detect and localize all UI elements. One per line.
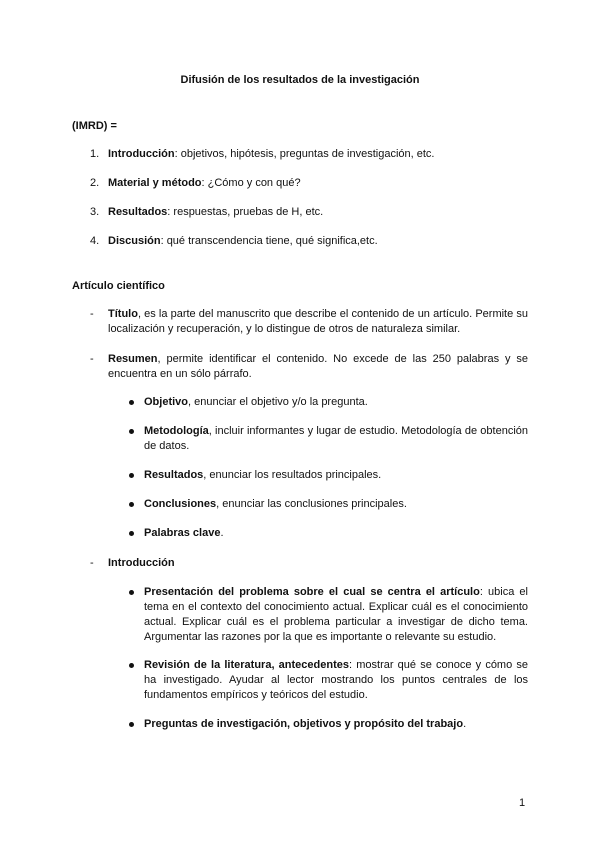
bullet-icon [129,502,134,507]
dash-marker: - [90,353,94,365]
dash-marker: - [90,557,94,569]
introduccion-bullet: Preguntas de investigación, objetivos y propósito del trabajo. [144,718,467,730]
imrd-item-number: 2. [90,177,100,189]
bullet-icon [129,531,134,536]
section-heading: Artículo científico [72,280,165,292]
imrd-item: Resultados: respuestas, pruebas de H, etc. [108,206,324,218]
introduccion-heading: Introducción [108,557,175,569]
imrd-item: Discusión: qué transcendencia tiene, qué significa,etc. [108,235,378,247]
resumen-bullet: Objetivo, enunciar el objetivo y/o la pregunta. [144,396,368,408]
resumen-bullet: Palabras clave. [144,527,224,539]
imrd-item-number: 1. [90,148,100,160]
introduccion-bullet: Presentación del problema sobre el cual se centra el artículo: ubica el tema en el contexto del conocimiento actual. Explicar cuál es el conocimiento actual. Explicar cuál es el problema particular a investigar de dicho tema. Argumentar las razones por la que es importante o relevante su estudio. [144,586,528,643]
bullet-icon [129,473,134,478]
resumen-bullet: Conclusiones, enunciar las conclusiones principales. [144,498,407,510]
dash-marker: - [90,308,94,320]
bullet-icon [129,429,134,434]
bullet-icon [129,722,134,727]
imrd-item-number: 4. [90,235,100,247]
resumen-bullet: Metodología, incluir informantes y lugar de estudio. Metodología de obtención de datos. [144,425,528,452]
introduccion-bullet: Revisión de la literatura, antecedentes: mostrar qué se conoce y cómo se ha investigado. Ayudar al lector mostrando los puntos centrales de los fundamentos empíricos y teóricos del estudio. [144,659,529,701]
bullet-icon [129,590,134,595]
resumen-paragraph: Resumen, permite identificar el contenido. No excede de las 250 palabras y se encuentra en un sólo párrafo. [108,353,528,380]
document-title: Difusión de los resultados de la investigación [180,74,420,86]
imrd-item: Material y método: ¿Cómo y con qué? [108,177,301,189]
titulo-paragraph: Título, es la parte del manuscrito que describe el contenido de un artículo. Permite su localización y recuperación, y lo distingue de otros de naturaleza similar. [108,308,528,335]
bullet-icon [129,400,134,405]
page-number: 1 [519,797,526,809]
imrd-item-number: 3. [90,206,100,218]
resumen-bullet: Resultados, enunciar los resultados principales. [144,469,382,481]
bullet-icon [129,663,134,668]
imrd-label: (IMRD) = [72,120,117,132]
imrd-item: Introducción: objetivos, hipótesis, preguntas de investigación, etc. [108,148,435,160]
